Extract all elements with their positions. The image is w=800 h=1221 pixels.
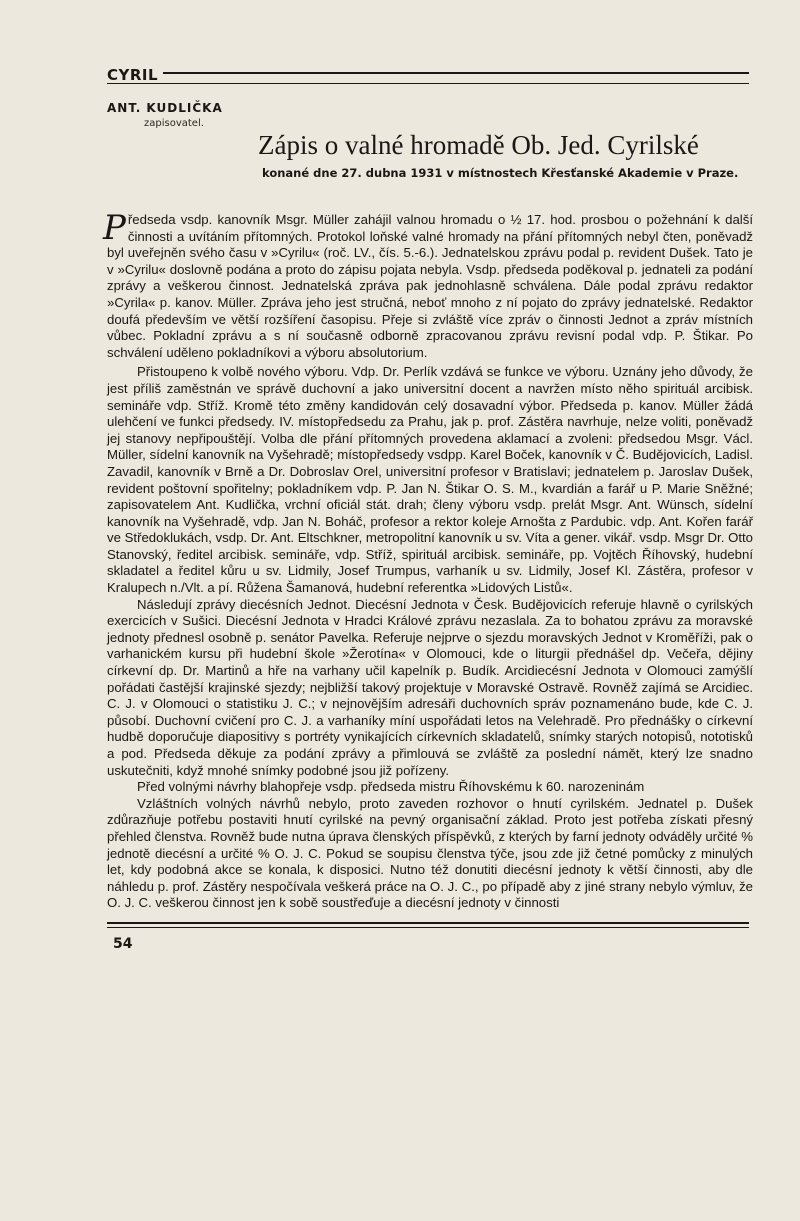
article-body — [103, 208, 753, 912]
running-head: CYRIL — [107, 66, 159, 84]
article-title: Zápis o valné hromadě Ob. Jed. Cyrilské — [258, 130, 699, 160]
article-subtitle: konané dne 27. dubna 1931 v místnostech Křesťanské Akademie v Praze. — [262, 166, 739, 180]
footer-rule-top — [107, 922, 749, 924]
drop-cap: P — [103, 208, 126, 248]
paragraph-2: Přistoupeno k volbě nového výboru. Vdp. Dr. Perlík vzdává se funkce ve výboru. Uznány jeho důvody, že jest příliš zaměstnán ve správě duchovní a jako universitní docent a navržen místo něho spirituál arcibisk. semináře vdp. Stříž. Kromě této změny kandidován celý dosavadní výbor. Předseda p. kanov. Müller žádá ulehčení ve funkci předsedy. IV. místopředsedu za Prahu, jak p. prof. Zástěra navrhuje, nelze voliti, poněvadž jej stanovy nepřipouštějí. Volba dle přání přítomných provedena aklamací a zvoleni: předsedou Msgr. Václ. Müller, sídelní kanovník na Vyšehradě; místopředsedy vsdpp. Karel Boček, kanovník v Č. Budějovicích, Ladisl. Zavadil, kanovník v Brně a Dr. Dobroslav Orel, universitní profesor v Bratislavi; jednatelem p. Jaroslav Dušek, revident poštovní spořitelny; pokladníkem vdp. P. Jan N. Štikar O. S. M., kvardián a farář u P. Marie Sněžné; zapisovatelem Ant. Kudlička, vrchní oficiál stát. drah; členy výboru vsdp. prelát Msgr. Ant. Wünsch, sídelní kanovník na Vyšehradě, vdp. Jan N. Boháč, profesor a rektor koleje Arnošta z Pardubic. vdp. Ant. Kořen farář ve Středoklukách, vsdp. Dr. Ant. Eltschkner, metropolitní kanovník u sv. Víta a gener. vikář. vsdp. Msgr Dr. Otto Stanovský, ředitel arcibisk. semináře, vdp. Stříž, spirituál arcibisk. semináře, pp. Vojtěch Říhovský, hudební skladatel a ředitel kůru u sv. Lidmily, Josef Trumpus, varhaník u sv. Lidmily, Josef Kl. Zástěra, profesor v Kralupech n./Vlt. a pí. Růžena Šamanová, hudební referentka »Lidových Listů«. — [107, 364, 753, 596]
author-role: zapisovatel. — [144, 118, 204, 129]
paragraph-4: Před volnými návrhy blahopřeje vsdp. předseda mistru Říhovskému k 60. narozeninám — [137, 779, 645, 795]
footer-rule-bottom — [107, 927, 749, 928]
author-name: ANT. KUDLIČKA — [107, 101, 223, 115]
paragraph-1 — [103, 208, 753, 361]
paragraph-1-text: ředseda vsdp. kanovník Msgr. Müller zahájil valnou hromadu o ½ 17. hod. prosbou o požehnání k další činnosti a uvítáním přítomných. Protokol loňské valné hromady na přání přítomných nebyl čten, poněvadž byl uveřejněn svého času v »Cyrilu« (roč. LV., čís. 5.-6.). Jednatelskou zprávu podal p. revident Dušek. Tato je v »Cyrilu« doslovně podána a proto do zápisu pojata nebyla. Vsdp. předseda poděkoval p. jednateli za podání zprávy a veškerou činnost. Jednatelská zpráva pak jednohlasně schválena. Dále podal zprávu redaktor »Cyrila« p. kanov. Müller. Zpráva jeho jest stručná, neboť mnoho z ní pojato do zprávy jednatelské. Redaktor doufá především ve větší rozšíření časopisu. Přeje si zvláště více zpráv o činnosti Jednot a zpráv místních vůbec. Pokladní zprávu a s ní současně odborně zpracovanou zprávu revisní podal vdp. P. Štikar. Po schválení uděleno pokladníkovi a výboru absolutorium. — [107, 212, 753, 360]
header-rule-bottom — [107, 83, 749, 84]
page-number: 54 — [113, 936, 133, 952]
paragraph-3: Následují zprávy diecésních Jednot. Diecésní Jednota v Česk. Budějovicích referuje hlavně o cyrilských exercicích v Sušici. Diecésní Jednota v Hradci Králové zprávu nezaslala. Za to bohatou zprávu za moravské jednoty přednesl osobně p. senátor Pavelka. Referuje nejprve o sjezdu moravských Jednot v Kroměříži, pak o varhanickém kursu při hudební škole »Žerotína« v Olomouci, kde o liturgii přednášel dp. Večeřa, dějiny církevní dp. Dr. Martinů a hře na varhany učil kapelník p. Budík. Arcidiecésní Jednota v Olomouci zamýšlí pořádati častější krajinské sjezdy; nejbližší takový projektuje v Moravské Ostravě. Rovněž zajímá se Arcidiec. C. J. v Olomouci o statistiku J. C.; v nejnovějším adresáři duchovních správ poznamenáno bude, kde C. J. působí. Duchovní cvičení pro C. J. a varhaníky míní uspořádati letos na Velehradě. Pro přednášky o církevní hudbě doporučuje diapositivy s portréty vynikajících církevních skladatelů, snímky starých notopisů, nototisků a pod. Předseda děkuje za podání zprávy a přimlouvá se zvláště za poslední námět, který lze snadno uskutečniti, když mnohé snímky podobné jsou již pořízeny. — [107, 596, 753, 778]
paragraph-5: Vzláštních volných návrhů nebylo, proto zaveden rozhovor o hnutí cyrilském. Jednatel p. Dušek zdůrazňuje potřebu postaviti hnutí cyrilské na pevný organisační základ. Proto jest potřeba získati přesný přehled členstva. Rovněž bude nutna úprava členských příspěvků, z kterých by farní jednoty odváděly určité % jednotě diecésní a určité % O. J. C. Pokud se soupisu členstva týče, jsou zde již četné pomůcky z minulých let, kdy podobná akce se konala, k disposici. Nutno též donutiti diecésní jednoty k větší činnosti, aby dle náhledu p. prof. Zástěry nespočívala veškerá práce na O. J. C., po případě aby z jiné strany nebylo výmluv, že O. J. C. veškerou činnost jen k sobě soustřeďuje a diecésní jednoty v činnosti — [107, 795, 753, 911]
header-rule-top — [163, 72, 749, 74]
